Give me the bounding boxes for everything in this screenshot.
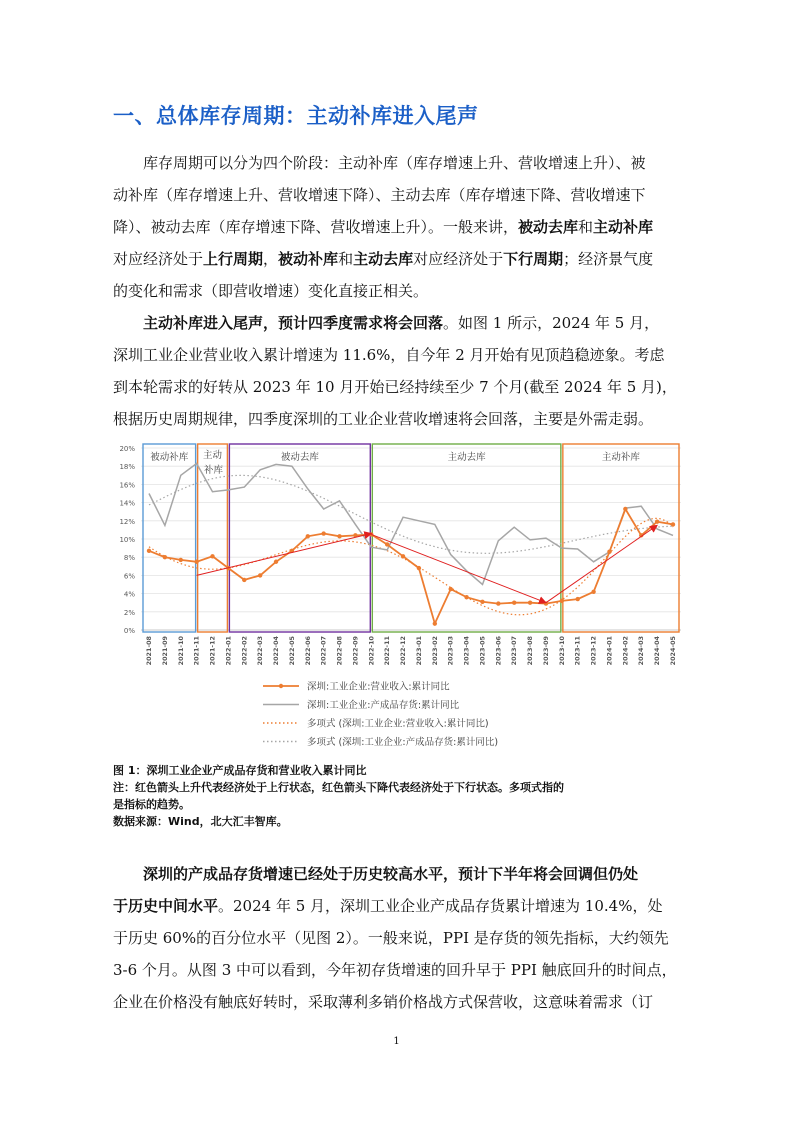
- x-tick-label: 2023-04: [462, 636, 471, 666]
- caption-note: 注：红色箭头上升代表经济处于上行状态，红色箭头下降代表经济处于下行状态。多项式指的: [113, 781, 564, 794]
- revenue-point: [417, 566, 421, 570]
- revenue-point: [274, 560, 278, 564]
- x-tick-label: 2024-03: [637, 636, 646, 666]
- text-line: 深圳的产成品存货增速已经处于历史较高水平，预计下半年将会回调但仍处: [143, 865, 639, 883]
- y-tick-label: 4%: [123, 590, 135, 599]
- x-tick-label: 2023-12: [589, 636, 598, 666]
- revenue-point: [512, 601, 516, 605]
- x-tick-label: 2022-02: [240, 636, 249, 666]
- x-tick-label: 2024-02: [621, 636, 630, 666]
- y-tick-label: 10%: [119, 536, 135, 544]
- x-tick-label: 2021-12: [208, 636, 217, 666]
- revenue-point: [560, 599, 564, 603]
- x-tick-label: 2023-10: [557, 636, 566, 666]
- y-tick-label: 18%: [119, 463, 135, 472]
- y-tick-label: 2%: [123, 608, 135, 617]
- text-line: 动补库（库存增速上升、营收增速下降）、主动去库（库存增速下降、营收增速下: [113, 186, 646, 204]
- text-line: 于历史 60%的百分位水平（见图 2）。一般来说，PPI 是存货的领先指标，大约领先: [113, 929, 669, 947]
- paragraph-inventory-cycle: [113, 147, 685, 307]
- legend-label: 深圳:工业企业:产成品存货:累计同比: [307, 700, 460, 711]
- phase-label-part: 主动: [203, 450, 223, 461]
- revenue-point: [179, 558, 183, 562]
- caption-source: 数据来源：Wind，北大汇丰智库。: [113, 815, 288, 828]
- phase-label: 被动补库: [150, 452, 189, 463]
- revenue-point: [337, 534, 341, 538]
- revenue-point: [147, 549, 151, 553]
- text-line: 的变化和需求（即营收增速）变化直接正相关。: [113, 282, 429, 300]
- text-line: 3-6 个月。从图 3 中可以看到，今年初存货增速的回升早于 PPI 触底回升的时间点，: [113, 961, 677, 979]
- revenue-point: [433, 621, 437, 625]
- x-tick-label: 2021-11: [192, 636, 201, 666]
- y-tick-label: 16%: [119, 481, 135, 490]
- revenue-point: [210, 554, 214, 558]
- y-tick-label: 8%: [123, 554, 135, 563]
- x-tick-label: 2022-04: [272, 636, 281, 666]
- legend-label: 多项式 (深圳:工业企业:营业收入:累计同比): [307, 718, 489, 730]
- caption-note: 是指标的趋势。: [113, 798, 190, 811]
- phase-label: 主动补库: [601, 452, 640, 463]
- x-tick-label: 2022-08: [335, 636, 344, 666]
- inventory-revenue-chart: [113, 440, 685, 755]
- legend-label: 多项式 (深圳:工业企业:产成品存货:累计同比): [307, 737, 499, 748]
- revenue-point: [576, 597, 580, 601]
- x-tick-label: 2023-03: [446, 636, 455, 666]
- phase-box: [229, 444, 370, 632]
- revenue-point: [607, 550, 611, 554]
- x-tick-label: 2021-10: [176, 636, 185, 666]
- revenue-point: [242, 578, 246, 582]
- paragraph-inventory-level: [113, 858, 685, 1018]
- x-tick-label: 2024-04: [653, 636, 662, 666]
- revenue-point: [496, 601, 500, 605]
- trend-arrow: [197, 534, 372, 576]
- x-tick-label: 2024-05: [669, 636, 677, 666]
- x-tick-label: 2023-09: [541, 636, 550, 666]
- revenue-point: [385, 542, 389, 546]
- x-tick-label: 2022-10: [367, 636, 376, 666]
- x-tick-label: 2022-09: [351, 636, 360, 666]
- x-tick-label: 2022-11: [383, 636, 392, 666]
- page-number: 1: [393, 1036, 400, 1047]
- x-tick-label: 2021-08: [145, 636, 153, 666]
- phase-box: [372, 444, 561, 632]
- revenue-point: [321, 531, 325, 535]
- y-tick-label: 0%: [123, 627, 135, 635]
- revenue-point: [480, 600, 484, 604]
- phase-box: [143, 444, 196, 632]
- phase-box: [563, 444, 679, 632]
- phase-label: [203, 449, 224, 476]
- revenue-point: [528, 601, 532, 605]
- y-tick-label: 14%: [119, 499, 135, 508]
- legend-label: 深圳:工业企业:营业收入:累计同比: [307, 681, 450, 693]
- text-line: 企业在价格没有触底好转时，采取薄利多销价格战方式保营收，这意味着需求（订: [113, 993, 654, 1011]
- revenue-point: [671, 522, 675, 526]
- revenue-point: [591, 590, 595, 594]
- revenue-point: [401, 554, 405, 558]
- revenue-point: [655, 520, 659, 524]
- revenue-point: [464, 595, 468, 599]
- text-line: 主动补库进入尾声，预计四季度需求将会回落。如图 1 所示，2024 年 5 月，: [143, 314, 660, 332]
- x-tick-label: 2023-06: [494, 636, 503, 666]
- section-title: 一、总体库存周期：主动补库进入尾声: [113, 104, 479, 128]
- text-line: 降）、被动去库（库存增速下降、营收增速上升）。一般来讲，被动去库和主动补库: [113, 218, 654, 236]
- y-tick-label: 20%: [119, 445, 135, 453]
- x-tick-label: 2023-02: [430, 636, 439, 666]
- y-tick-label: 12%: [119, 517, 135, 526]
- paragraph-active-restocking: [113, 307, 685, 435]
- x-tick-label: 2024-01: [605, 636, 614, 666]
- phase-label: 主动去库: [447, 452, 486, 463]
- text-line: 对应经济处于上行周期，被动补库和主动去库对应经济处于下行周期；经济景气度: [113, 250, 654, 268]
- caption-title: 图 1：深圳工业企业产成品存货和营业收入累计同比: [113, 764, 367, 777]
- x-tick-label: 2022-03: [256, 636, 265, 666]
- revenue-point: [306, 534, 310, 538]
- text-line: 根据历史周期规律，四季度深圳的工业企业营收增速将会回落，主要是外需走弱。: [113, 410, 654, 428]
- text-line: 深圳工业企业营业收入累计增速为 11.6%，自今年 2 月开始有见顶趋稳迹象。考虑: [113, 346, 665, 364]
- revenue-point: [194, 560, 198, 564]
- revenue-point: [623, 507, 627, 511]
- x-tick-label: 2022-06: [303, 636, 312, 666]
- x-tick-label: 2022-01: [224, 636, 233, 666]
- x-tick-label: 2022-05: [287, 636, 296, 666]
- x-tick-label: 2023-01: [414, 636, 423, 666]
- phase-label: 被动去库: [280, 452, 319, 463]
- x-tick-label: 2023-07: [510, 636, 519, 666]
- x-tick-label: 2022-07: [319, 636, 328, 666]
- x-tick-label: 2021-09: [160, 636, 169, 666]
- legend-swatch-marker: [279, 684, 283, 688]
- x-tick-label: 2023-05: [478, 636, 487, 666]
- text-line: 库存周期可以分为四个阶段：主动补库（库存增速上升、营收增速上升）、被: [143, 154, 646, 172]
- text-line: 到本轮需求的好转从 2023 年 10 月开始已经持续至少 7 个月(截至 2024 年 5 月)，: [113, 378, 677, 396]
- y-tick-label: 6%: [123, 572, 135, 581]
- figure-caption: [113, 762, 685, 830]
- text-line: 于历史中间水平。2024 年 5 月，深圳工业企业产成品存货累计增速为 10.4%，处: [113, 897, 663, 915]
- x-tick-label: 2023-08: [526, 636, 535, 666]
- revenue-point: [258, 573, 262, 577]
- revenue-point: [163, 555, 167, 559]
- x-tick-label: 2023-11: [573, 636, 582, 666]
- phase-label-part: 补库: [204, 465, 224, 476]
- x-tick-label: 2022-12: [399, 636, 408, 666]
- revenue-point: [448, 587, 452, 591]
